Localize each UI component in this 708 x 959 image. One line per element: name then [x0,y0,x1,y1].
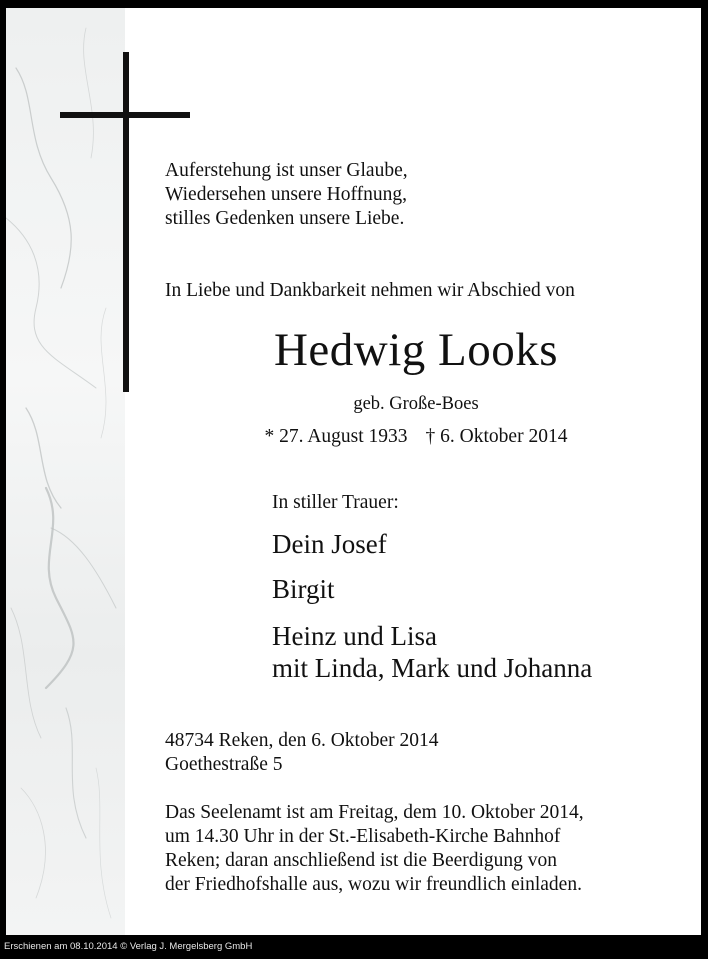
obituary-notice [6,8,701,935]
death-date: † 6. Oktober 2014 [425,426,568,447]
address-block [165,729,439,777]
farewell-intro: In Liebe und Dankbarkeit nehmen wir Abschied von [165,280,575,301]
verse-line: stilles Gedenken unsere Liebe. [165,208,405,229]
street-address: Goethestraße 5 [165,754,283,775]
publication-footer: Erschienen am 08.10.2014 © Verlag J. Mergelsberg GmbH [4,941,253,952]
service-information [165,801,584,897]
mourning-label: In stiller Trauer: [272,492,399,513]
deceased-name: Hedwig Looks [273,324,559,376]
life-dates [6,426,701,448]
service-line: um 14.30 Uhr in der St.-Elisabeth-Kirche Bahnhof [165,826,561,847]
service-line: Reken; daran anschließend ist die Beerdigung von [165,850,558,871]
mourner-name: mit Linda, Mark und Johanna [272,653,593,683]
service-line: der Friedhofshalle aus, wozu wir freundlich einladen. [165,874,582,895]
cross-icon-horizontal [60,112,190,118]
mourner-name: Dein Josef [272,529,387,559]
verse-line: Wiedersehen unsere Hoffnung, [165,184,407,205]
service-line: Das Seelenamt ist am Freitag, dem 10. Oktober 2014, [165,802,584,823]
mourner-name: Birgit [272,574,335,604]
verse [165,159,408,231]
place-date: 48734 Reken, den 6. Oktober 2014 [165,730,439,751]
marble-border-decoration [6,8,125,935]
marble-veins-graphic [6,8,125,935]
birth-date: * 27. August 1933 [264,426,408,447]
verse-line: Auferstehung ist unser Glaube, [165,160,408,181]
mourner-name: Heinz und Lisa [272,621,437,651]
birth-name: geb. Große-Boes [353,394,479,414]
